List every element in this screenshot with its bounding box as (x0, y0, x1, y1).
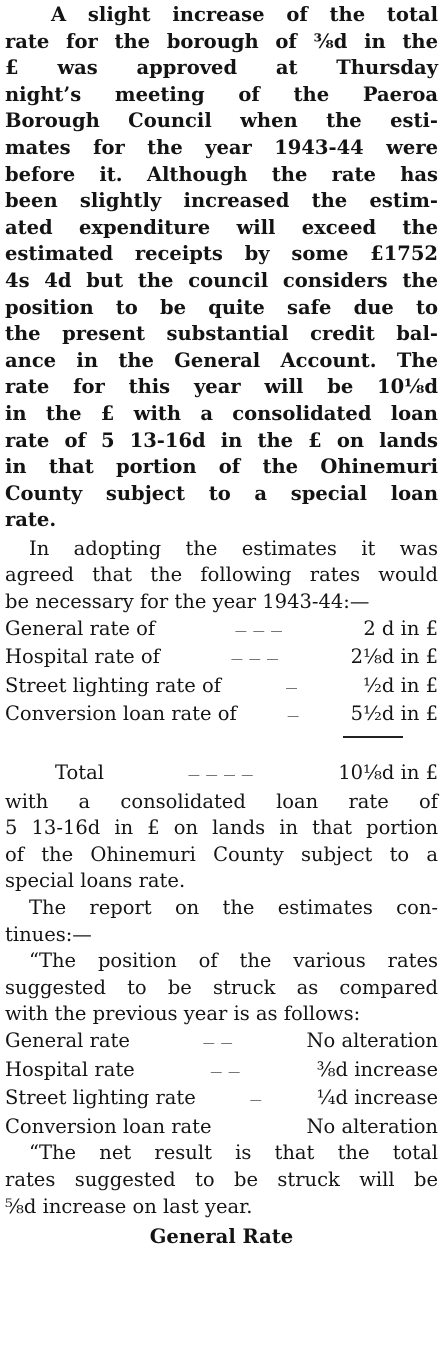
text-line: night’s meeting of the Paeroa (5, 82, 438, 106)
text-line: A slight increase of the total (51, 3, 438, 26)
text-line: tinues:— (5, 922, 92, 946)
article-column (5, 0, 438, 1251)
rates-row (5, 644, 438, 673)
text-line: agreed that the following rates would (5, 563, 438, 587)
text-line: with the previous year is as follows: (5, 1002, 361, 1026)
adoption-paragraph (5, 536, 438, 616)
rate-label: Street lighting rate of (5, 673, 221, 697)
rate-label: Hospital rate of (5, 645, 160, 669)
text-line: suggested to be struck as compared (5, 975, 438, 999)
text-line: “The net result is that the total (29, 1141, 438, 1165)
comparison-value: No alteration (306, 1028, 438, 1052)
total-label: Total (55, 761, 104, 785)
comparison-row (5, 1085, 438, 1114)
loan-paragraph (5, 789, 438, 895)
comparison-label: Hospital rate (5, 1057, 135, 1081)
comparison-value: ⅜d increase (316, 1057, 438, 1081)
comparison-value: No alteration (306, 1114, 438, 1138)
text-line: rate. (5, 508, 57, 532)
text-line: rate for this year will be 10⅛d (5, 375, 438, 399)
text-line: estimated receipts by some £1752 (5, 242, 438, 266)
comparison-row (5, 1057, 438, 1086)
report-paragraph (5, 895, 438, 948)
leader-dots: — (285, 680, 299, 695)
rate-label: Conversion loan rate of (5, 702, 237, 726)
text-line: £ was approved at Thursday (5, 56, 438, 80)
text-line: before it. Although the rate has (5, 162, 438, 186)
text-line: In adopting the estimates it was (29, 536, 438, 560)
text-line: position to be quite safe due to (5, 295, 438, 319)
text-line: special loans rate. (5, 869, 186, 893)
rate-value: ½d in £ (363, 673, 438, 697)
text-line: rate of 5 13-16d in the £ on lands (5, 428, 438, 452)
text-line: ated expenditure will exceed the (5, 215, 438, 239)
text-line: 4s 4d but the council considers the (5, 268, 438, 292)
rates-row (5, 616, 438, 645)
total-value: 10⅛d in £ (338, 761, 438, 785)
text-line: in that portion of the Ohinemuri (5, 455, 438, 479)
comparison-row (5, 1028, 438, 1057)
leader-dots: — — — — (187, 768, 255, 783)
leader-dots: — — (202, 1035, 234, 1050)
rate-value: 2⅛d in £ (350, 645, 438, 669)
text-line: in the £ with a consolidated loan (5, 401, 438, 425)
text-line: 5 13-16d in £ on lands in that portion (5, 816, 438, 840)
leader-dots: — (287, 709, 301, 724)
text-line: of the Ohinemuri County subject to a (5, 842, 438, 866)
leader-dots: — (249, 1093, 263, 1108)
lead-paragraph (5, 2, 438, 534)
text-line: “The position of the various rates (29, 949, 438, 973)
text-line: ⅝d increase on last year. (5, 1194, 253, 1218)
text-line: County subject to a special loan (5, 481, 438, 505)
comparison-label: Conversion loan rate (5, 1114, 212, 1138)
text-line: the present substantial credit bal- (5, 322, 438, 346)
text-line: The report on the estimates con- (29, 896, 438, 919)
text-line: be necessary for the year 1943-44:— (5, 590, 370, 614)
leader-dots: — — — (234, 623, 284, 638)
comparison-row (5, 1114, 438, 1141)
text-line: mates for the year 1943-44 were (5, 135, 438, 159)
text-line: Borough Council when the esti- (5, 109, 438, 133)
rate-value: 2 d in £ (363, 616, 438, 640)
position-paragraph (5, 948, 438, 1028)
text-line: with a consolidated loan rate of (5, 789, 438, 813)
rates-table (5, 616, 438, 789)
rates-row (5, 701, 438, 730)
text-line: been slightly increased the estim- (5, 189, 438, 213)
total-row (5, 760, 438, 789)
leader-dots: — — — (230, 652, 280, 667)
comparison-label: General rate (5, 1028, 130, 1052)
net-result-paragraph (5, 1140, 438, 1220)
text-line: ance in the General Account. The (5, 348, 438, 372)
sum-rule (343, 736, 403, 738)
text-line: rate for the borough of ⅜d in the (5, 29, 438, 53)
comparison-label: Street lighting rate (5, 1086, 196, 1110)
comparison-value: ¼d increase (316, 1086, 438, 1110)
text-line: rates suggested to be struck will be (5, 1167, 438, 1191)
comparison-table (5, 1028, 438, 1140)
rates-row (5, 673, 438, 702)
rate-value: 5½d in £ (350, 702, 438, 726)
leader-dots: — — (210, 1064, 242, 1079)
section-heading: General Rate (149, 1225, 294, 1249)
rate-label: General rate of (5, 616, 156, 640)
